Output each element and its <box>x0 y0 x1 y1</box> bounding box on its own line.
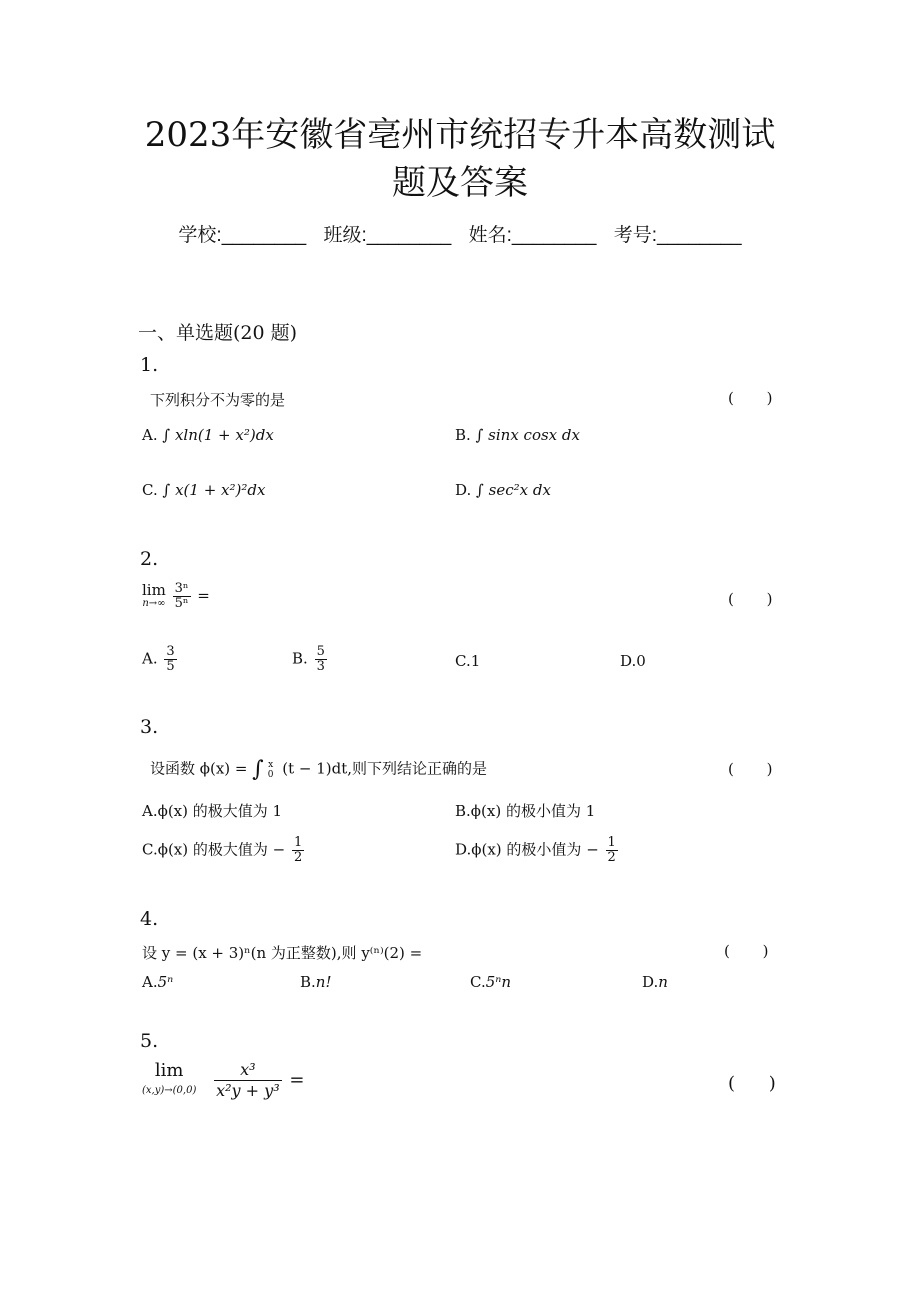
option-a: A.5ⁿ <box>142 973 174 991</box>
option-a: A.ϕ(x) 的极大值为 1 <box>142 802 283 820</box>
option-b: B. $\frac{5}{3}$ <box>292 644 325 674</box>
option-c: C. ∫ x(1 + x²)²dx <box>142 481 266 499</box>
answer-paren: ( ) <box>728 1073 790 1094</box>
section-title: 一、单选题(20 题) <box>138 322 298 344</box>
question-number: 4. <box>140 908 159 930</box>
question-number: 5. <box>140 1030 159 1052</box>
answer-paren: ( ) <box>728 389 787 407</box>
name-field: 姓名:________ <box>468 225 597 246</box>
option-d: D.0 <box>620 652 646 670</box>
question-stem: lim n→∞ $\frac{\text{3ⁿ}}{\text{5ⁿ}}$ = <box>142 580 210 611</box>
question-number: 3. <box>140 716 159 738</box>
question-stem: 设函数 ϕ(x) = ∫ x 0 (t − 1)dt,则下列结论正确的是 <box>150 757 488 782</box>
answer-paren: ( ) <box>728 590 787 608</box>
option-c: C.5ⁿn <box>470 973 512 991</box>
option-b: B. ∫ sinx cosx dx <box>455 426 580 444</box>
answer-paren: ( ) <box>724 942 783 960</box>
student-info-fields <box>0 220 920 247</box>
option-d: D.ϕ(x) 的极小值为 − $\frac{1}{2}$ <box>455 835 616 865</box>
option-b: B.ϕ(x) 的极小值为 1 <box>455 802 596 820</box>
question-number: 1. <box>140 354 159 376</box>
question-stem: 设 y = (x + 3)ⁿ(n 为正整数),则 y⁽ⁿ⁾(2) = <box>142 944 423 962</box>
school-field: 学校:________ <box>178 225 307 246</box>
option-c: C.ϕ(x) 的极大值为 − $\frac{1}{2}$ <box>142 835 303 865</box>
option-b: B.n! <box>300 973 332 991</box>
option-a: A. $\frac{3}{5}$ <box>142 644 175 674</box>
exam-number-field: 考号:________ <box>613 225 742 246</box>
option-d: D. ∫ sec²x dx <box>455 481 551 499</box>
answer-paren: ( ) <box>728 760 787 778</box>
question-number: 2. <box>140 548 159 570</box>
page-title-line1: 2023年安徽省亳州市统招专升本高数测试 <box>144 115 776 155</box>
class-field: 班级:________ <box>323 225 452 246</box>
question-stem: lim (x,y)→(0,0) $\frac{\text{x³}}{\text{x²y + y³}}$ = <box>142 1059 305 1100</box>
option-c: C.1 <box>455 652 481 670</box>
question-stem: 下列积分不为零的是 <box>150 391 286 409</box>
option-d: D.n <box>642 973 668 991</box>
option-a: A. ∫ xln(1 + x²)dx <box>142 426 274 444</box>
page-title-line2: 题及答案 <box>392 163 528 203</box>
